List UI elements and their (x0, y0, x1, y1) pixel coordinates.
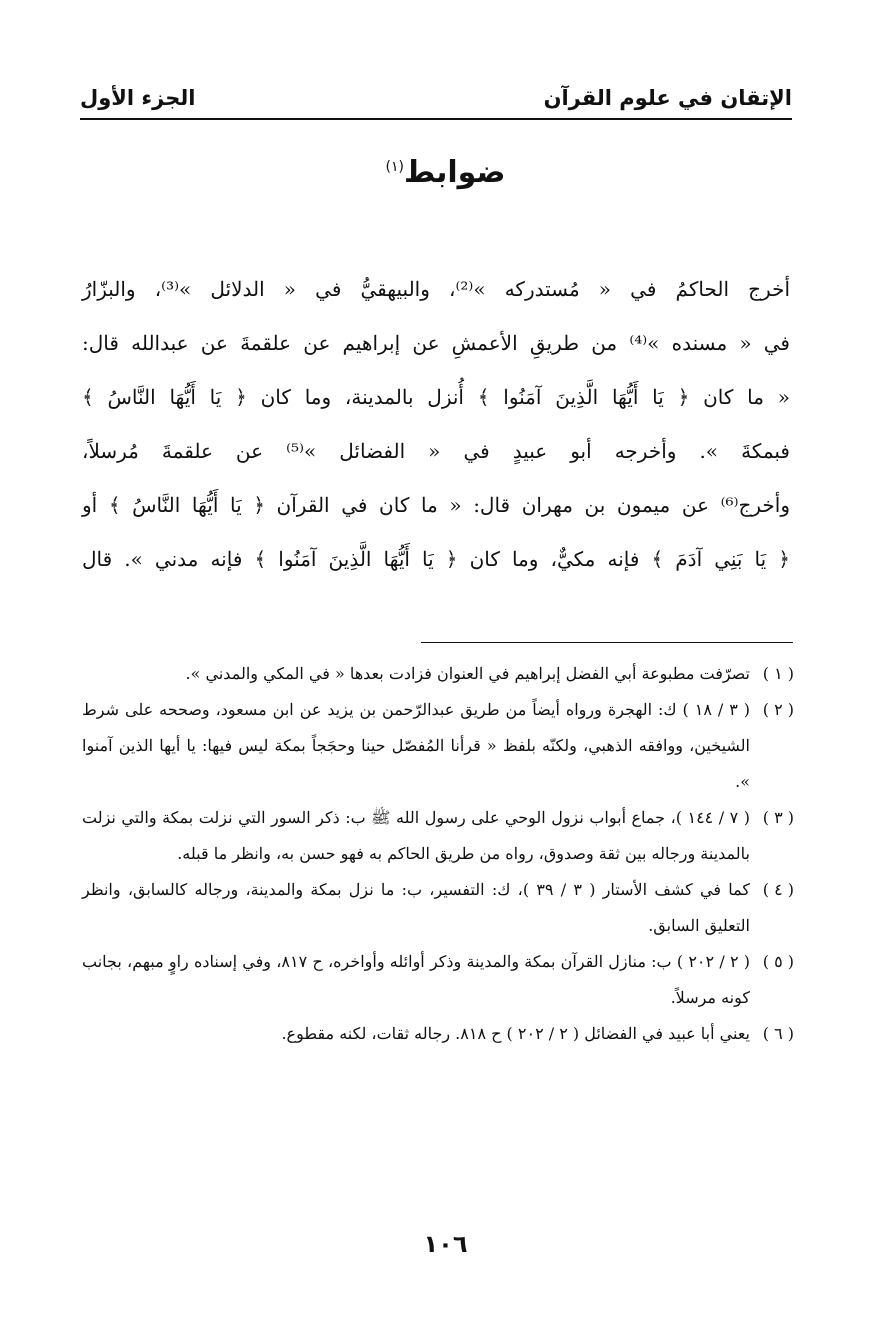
volume-label: الجزء الأول (80, 86, 196, 110)
book-title: الإتقان في علوم القرآن (543, 86, 792, 110)
footnote (82, 656, 794, 692)
body-line: « ما كان ﴿ يَا أَيُّهَا الَّذِينَ آمَنُوا ﴾ أُنزل بالمدينة، وما كان ﴿ يَا أَيُّهَا النَّاسُ ﴾ (82, 385, 790, 409)
main-text (82, 262, 790, 586)
footnote-text: تصرّفت مطبوعة أبي الفضل إبراهيم في العنوان فزادت بعدها « في المكي والمدني ». (185, 664, 750, 683)
page-number: ١٠٦ (423, 1230, 468, 1258)
footnote-number: ( ٤ ) (762, 880, 795, 899)
footnote-number: ( ٢ ) (762, 700, 795, 719)
footnote-number: ( ٥ ) (762, 952, 795, 971)
footnote-text: كما في كشف الأستار ( ٣ / ٣٩ )، ك: التفسير، ب: ما نزل بمكة والمدينة، ورجاله كالسابق، وانظر التعليق السابق. (82, 880, 751, 935)
footnote-number: ( ٦ ) (762, 1024, 794, 1043)
footnote-text: يعني أبا عبيد في الفضائل ( ٢ / ٢٠٢ ) ح ٨١٨. رجاله ثقات، لكنه مقطوع. (281, 1024, 750, 1043)
header-rule (80, 118, 792, 120)
body-line: في « مسنده »⁽⁴⁾ من طريقِ الأعمشِ عن إبراهيم عن علقمةَ عن عبدالله قال: (82, 331, 790, 355)
footnote-text: ( ٣ / ١٨ ) ك: الهجرة ورواه أيضاً من طريق عبدالرّحمن بن يزيد عن ابن مسعود، وصححه على شرط الشيخين، ووافقه الذهبي، ولكنّه بلفظ « قرأنا المُفصّل حينا وحجَجاً بمكة ليس فيها: يا أيها الذين آمنوا ». (82, 700, 751, 791)
section-title-note: (١) (385, 159, 404, 175)
running-header (80, 72, 792, 112)
body-line: ﴿ يَا بَنِي آدَمَ ﴾ فإنه مكيٌّ، وما كان ﴿ يَا أَيُّهَا الَّذِينَ آمَنُوا ﴾ فإنه مدني ». قال (82, 547, 791, 571)
footnote-text: ( ٢ / ٢٠٢ ) ب: منازل القرآن بمكة والمدينة وذكر أوائله وأواخره، ح ٨١٧، وفي إسناده راوٍ مبهم، بجانب كونه مرسلاً. (82, 952, 751, 1007)
section-title-text: ضوابط (403, 155, 506, 190)
footnotes (82, 656, 794, 1052)
footnote (82, 944, 794, 1016)
footnote (82, 1016, 794, 1052)
footnote (82, 872, 794, 944)
body-line: أخرج الحاكمُ في « مُستدركه »⁽²⁾، والبيهقيُّ في « الدلائل »⁽³⁾، والبزّارُ (82, 277, 791, 301)
body-line: وأخرج⁽⁶⁾ عن ميمون بن مهران قال: « ما كان في القرآن ﴿ يَا أَيُّهَا النَّاسُ ﴾ أو (82, 493, 790, 517)
section-title (0, 142, 891, 198)
footnote (82, 692, 794, 800)
footnote-rule (421, 642, 793, 643)
footnote-number: ( ٣ ) (762, 808, 795, 827)
body-line: فبمكةَ ». وأخرجه أبو عبيدٍ في « الفضائل »⁽⁵⁾ عن علقمةَ مُرسلاً، (82, 439, 790, 463)
footnote (82, 800, 794, 872)
footnote-number: ( ١ ) (762, 664, 794, 683)
footnote-text: ( ٧ / ١٤٤ )، جماع أبواب نزول الوحي على رسول الله ﷺ ب: ذكر السور التي نزلت بمكة والتي نزلت بالمدينة ورجاله بين ثقة وصدوق، رواه من طريق الحاكم به فهو حسن به، وانظر ما قبله. (82, 808, 751, 863)
